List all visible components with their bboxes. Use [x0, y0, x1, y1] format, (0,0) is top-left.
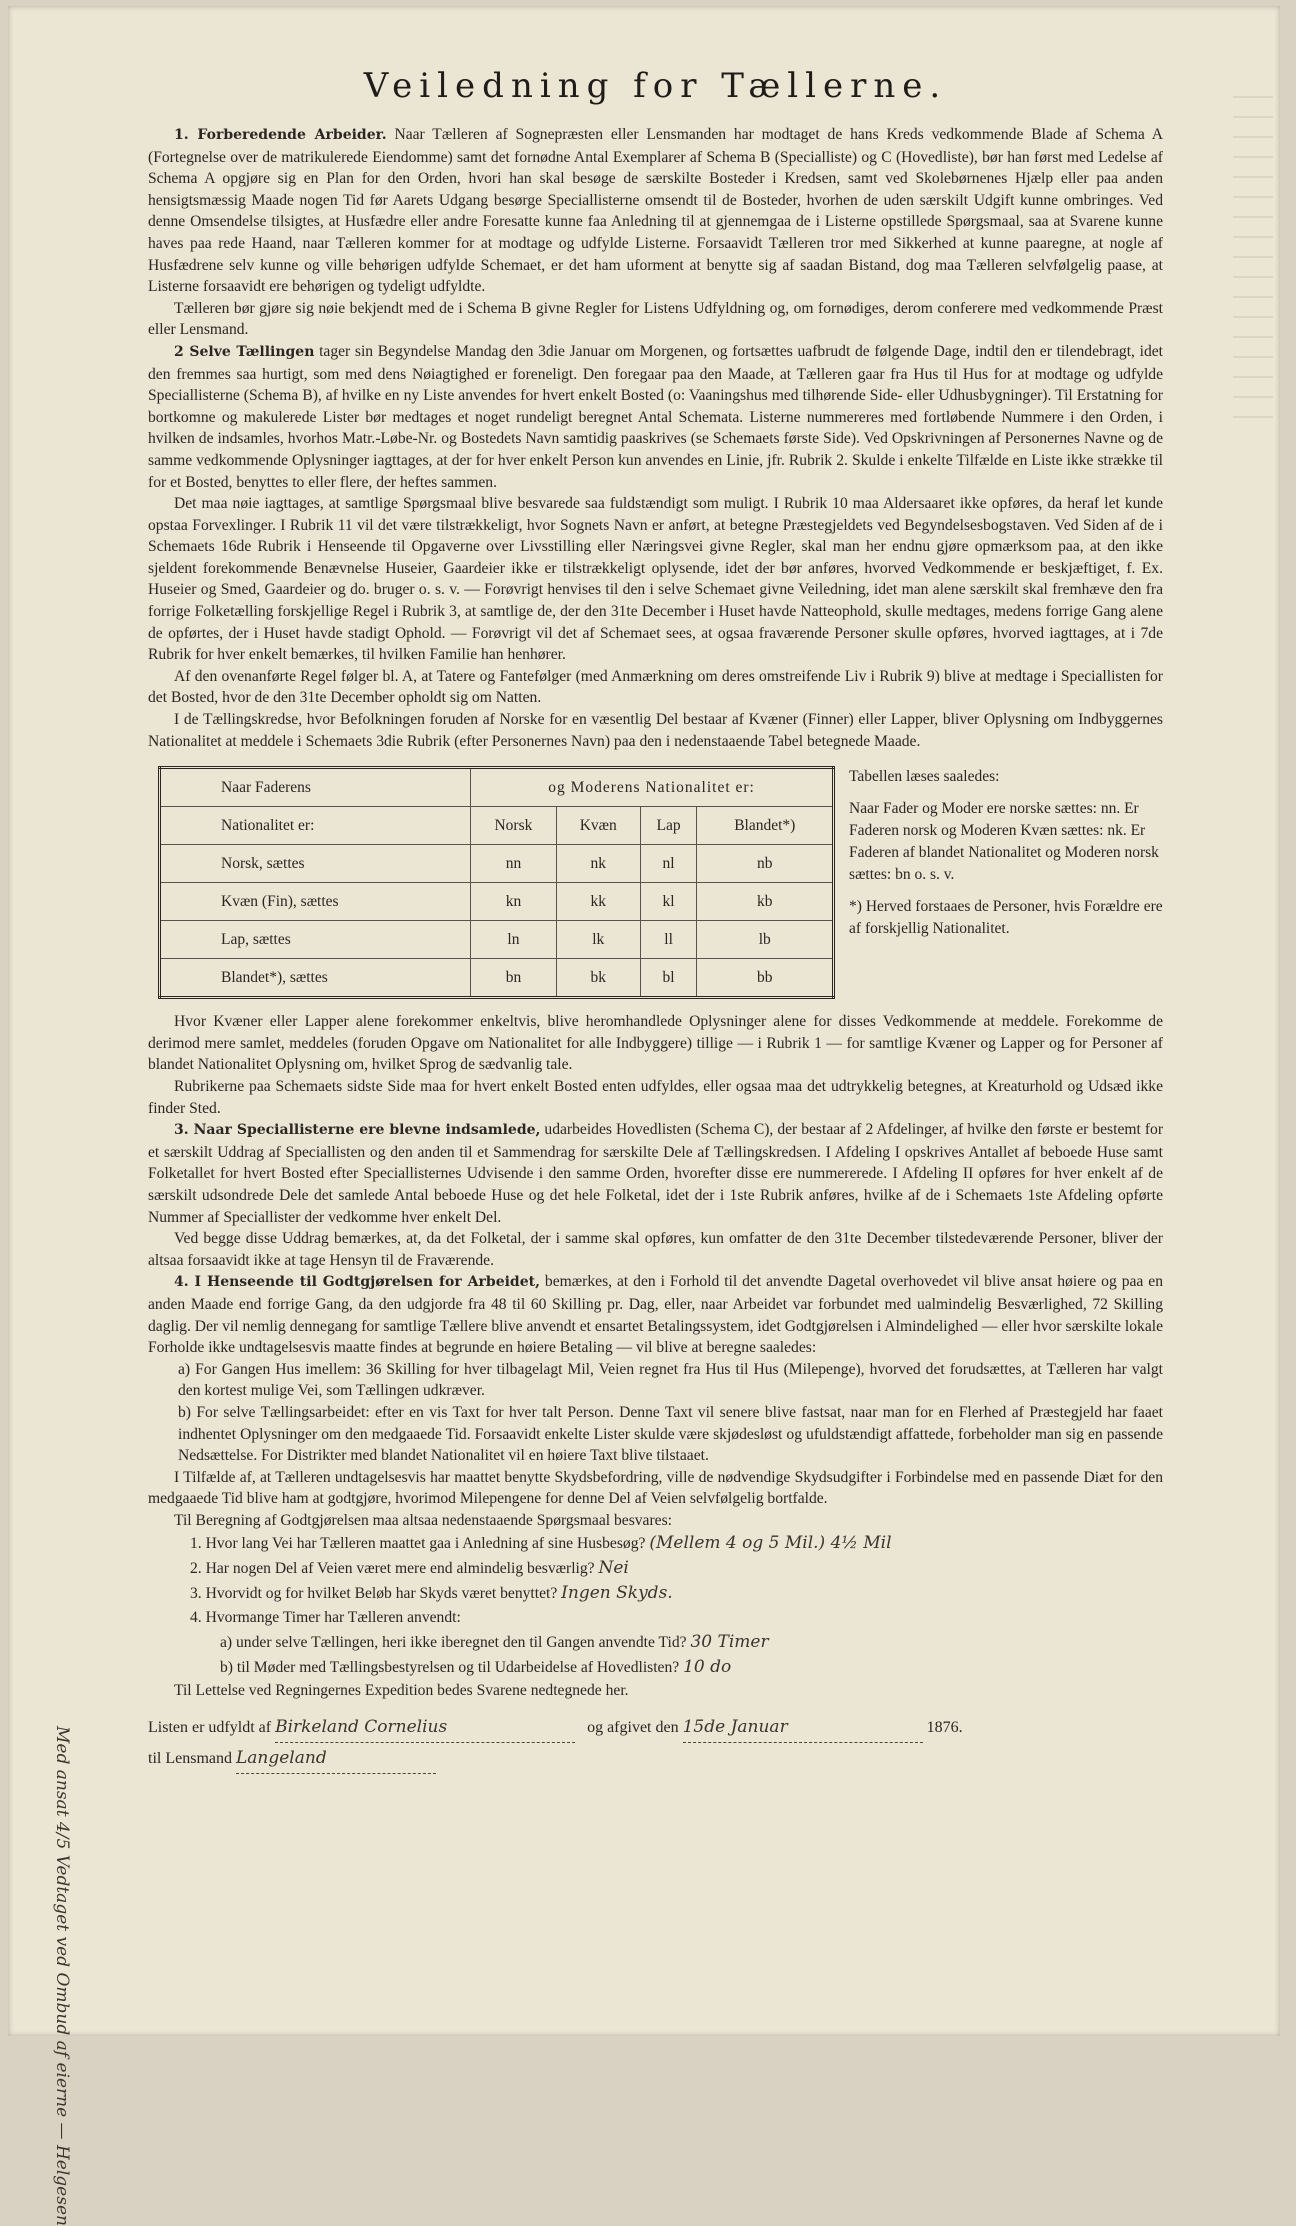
signature-block: Listen er udfyldt af Birkeland Cornelius og afgivet den 15de Januar 1876. til Lensmand Langeland — [148, 1712, 1163, 1774]
col-lap: Lap — [640, 807, 697, 845]
closing-note: Til Lettelse ved Regningernes Expedition bedes Svarene nedtegnede her. — [174, 1682, 629, 1700]
answer-1: (Mellem 4 og 5 Mil.) 4½ Mil — [649, 1533, 892, 1554]
answer-3: Ingen Skyds. — [561, 1583, 673, 1604]
questions-intro: Til Beregning af Godtgjørelsen maa altsaa nedenstaaende Spørgsmaal besvares: — [174, 1511, 672, 1529]
section-4: 4. I Henseende til Godtgjørelsen for Arbeidet, bemærkes, at den i Forhold til det anvendte Dagetal overhovedet vil blive ansat høiere og paa en anden Maade end forrige Gang, da den udgjorde fra 48 til 60 Skilling pr. Dag, eller, naar Arbeidet var forbundet med ualmindelig Besværlighed, 72 Skilling daglig. Der vil nemlig dennegang for samtlige Tællere blive anvendt et ensartet Betalingssystem, idet Godtgjørelsen i Almindelighed — eller hvor særskilte lokale Forholde ikke undtagelsesvis maatte findes at begrunde en høiere Betaling — vil blive at beregne saaledes: — [148, 1273, 1163, 1357]
question-3: 3. Hvorvidt og for hvilket Beløb har Skyds været benyttet? Ingen Skyds. — [190, 1583, 673, 1604]
col-blandet: Blandet*) — [697, 807, 834, 845]
section-2f: Rubrikerne paa Schemaets sidste Side maa for hvert enkelt Bosted enten udfyldes, eller ogsaa maa det udtrykkelig betegnes, at Kreaturhold og Udsæd ikke finder Sted. — [148, 1078, 1163, 1117]
section-3: 3. Naar Speciallisterne ere blevne indsamlede, udarbeides Hovedlisten (Schema C), der bestaar af 2 Afdelinger, af hvilke den første er bestemt for et særskilt Uddrag af Speciallisten og den anden til et Sammendrag for særskilte Dele af Tællingskredsen. I Afdeling I opskrives Antallet af beboede Huse samt Folketallet for hvert Bosted efter Speciallisternes Udvisende i den samme Orden, hvorefter disse ere nummererede. I Afdeling II opføres for hver enkelt af de særskilt udsondrede Dele det samlede Antal beboede Huse og det hele Folketal, idet der i 1ste Rubrik anføres, hvilke af de i Schemaets 1ste Afdeling opførte Nummer af Speciallister der vedkomme hver enkelt Del. — [148, 1121, 1164, 1226]
col-kvaen: Kvæn — [556, 807, 640, 845]
bleed-through-lines — [1233, 96, 1273, 426]
question-1: 1. Hvor lang Vei har Tælleren maattet gaa i Anledning af sine Husbesøg? (Mellem 4 og 5 Mil.) 4½ Mil — [190, 1533, 892, 1554]
answer-4b: 10 do — [683, 1657, 732, 1678]
lensmand-name: Langeland — [236, 1743, 436, 1774]
filled-by: Birkeland Cornelius — [275, 1712, 575, 1743]
document-content — [148, 66, 1163, 1774]
page-title: Veiledning for Tællerne. — [363, 66, 948, 106]
table-row: Lap, sættes ln lk ll lb — [160, 921, 834, 959]
question-4b: b) til Møder med Tællingsbestyrelsen og til Udarbeidelse af Hovedlisten? 10 do — [220, 1657, 732, 1678]
header-mother: og Moderens Nationalitet er: — [471, 768, 834, 807]
section-1: 1. Forberedende Arbeider. Naar Tælleren af Sognepræsten eller Lensmanden har modtaget de hans Kreds vedkommende Blade af Schema A (Fortegnelse over de matrikulerede Eiendomme) samt det fornødne Antal Exemplarer af Schema B (Specialliste) og C (Hovedliste), bør han først med Ledelse af Schema A opgjøre sig en Plan for den Orden, hvori han skal besøge de særskilte Bosteder i Kredsen, samt ved Skolebørnenes Hjælp eller paa anden hensigtsmæssig Maade nogen Tid før Aarets Udgang besørge Speciallisterne omsendt til de Bosteder, hvorhen de uden særskilt Udgift kunne ombringes. Ved denne Omsendelse tilsigtes, at Husfædre eller andre Foresatte kunne faa Anledning til at gjennemgaa de i Listerne opstillede Spørgsmaal, saa at Svarene kunne haves paa rede Haand, naar Tælleren kommer for at modtage og udfylde Listerne. Forsaavidt Tælleren tror med Sikkerhed at kunne paaregne, at nogle af Husfædrene selv kunne og ville behørigen udfylde Schemaet, er det ham uforment at benytte sig af saadan Bistand, dog maa Tælleren selvfølgelig paase, at Listerne forsaavidt ere behørigen og tydeligt udfyldte. — [148, 126, 1163, 296]
section-3b: Ved begge disse Uddrag bemærkes, at, da det Folketal, der i samme skal opføres, kun omfatter de den 31te December tilstedeværende Personer, bliver der altsaa forsaavidt ikke at tage Hensyn til de Fraværende. — [148, 1230, 1163, 1269]
section-2: 2 Selve Tællingen tager sin Begyndelse Mandag den 3die Januar om Morgenen, og fortsættes uafbrudt de følgende Dage, indtil den er tilendebragt, idet den fremmes saa hurtigt, som med dens Nøiagtighed er foreneligt. Den foregaar paa den Maade, at Tælleren gaar fra Hus til Hus for at modtage og udfylde Speciallisterne (Schema B), af hvilke en ny Liste anvendes for hvert enkelt Bosted (o: Vaaningshus med tilhørende Side- eller Udhusbygninger). Til Erstatning for bortkomne og makulerede Lister bør medtages et noget rundeligt beregnet Antal Schemata. Listerne nummereres med fortløbende Nummere i den Orden, i hvilken de indsamles, hvorhos Matr.-Løbe-Nr. og Bostedets Navn samtidig paaskrives (se Schemaets første Side). Ved Opskrivningen af Personernes Navne og de samme vedkommende Oplysninger iagttages, at der for hver enkelt Person kun anvendes en Linie, jfr. Rubrik 2. Skulde i enkelte Tilfælde en Liste ikke strække til for et Bosted, benyttes to eller flere, der heftes sammen. — [148, 342, 1163, 491]
section-1b: Tælleren bør gjøre sig nøie bekjendt med de i Schema B givne Regler for Listens Udfyldning og, om fornødiges, derom conferere med vedkommende Præst eller Lensmand. — [148, 299, 1163, 339]
header-father-2: Nationalitet er: — [160, 807, 471, 845]
table-row: Kvæn (Fin), sættes kn kk kl kb — [160, 883, 834, 921]
travel-paragraph: I Tilfælde af, at Tælleren undtagelsesvis har maattet benytte Skydsbefordring, ville de nødvendige Skydsudgifter i Forbindelse med en passende Diæt for den medgaaede Tid blive ham at godtgjøre, hvorimod Milepengene for denne Del af Veien selvfølgelig bortfalde. — [148, 1468, 1163, 1508]
section-2d: I de Tællingskredse, hvor Befolkningen foruden af Norske for en væsentlig Del bestaar af Kvæner (Finner) eller Lapper, bliver Oplysning om Indbyggernes Nationalitet at meddele i Schemaets 3die Rubrik (efter Personernes Navn) paa den i nedenstaaende Tabel betegnede Maade. — [148, 711, 1163, 750]
item-b: b) For selve Tællingsarbeidet: efter en vis Taxt for hver talt Person. Denne Taxt vil senere blive fastsat, naar man for en Flerhed af Præstegjeld har faaet indhentet Oplysninger om den medgaaede Tid. Forsaavidt enkelte Lister skulde være skjødesløst og ufuldstændigt affattede, forbeholder man sig en passende Nedsættelse. For Distrikter med blandet Nationalitet vil en høiere Taxt blive tilstaaet. — [178, 1403, 1163, 1465]
table-footnote: *) Herved forstaaes de Personer, hvis Forældre ere af forskjellig Nationalitet. — [849, 898, 1163, 938]
margin-handwritten-note: Med ansat 4/5 Vedtaget ved Ombud af eierne — Helgesen — [52, 1726, 72, 2226]
question-4a: a) under selve Tællingen, heri ikke iberegnet den til Gangen anvendte Tid? 30 Timer — [220, 1632, 769, 1653]
answer-4a: 30 Timer — [690, 1632, 769, 1653]
item-a: a) For Gangen Hus imellem: 36 Skilling for hver tilbagelagt Mil, Veien regnet fra Hus til Hus (Milepenge), hvorved det forudsættes, at Tælleren har valgt den kortest mulige Vei, som Tællingen udkræver. — [178, 1360, 1163, 1400]
nationality-block — [158, 766, 1163, 999]
table-note-heading: Tabellen læses saaledes: — [849, 768, 1000, 786]
question-4: 4. Hvormange Timer har Tælleren anvendt: — [190, 1609, 461, 1627]
section-2b: Det maa nøie iagttages, at samtlige Spørgsmaal blive besvarede saa fuldstændigt som muligt. I Rubrik 10 maa Aldersaaret ikke opføres, da heraf let kunde opstaa Forvexlinger. I Rubrik 11 vil det være tilstrækkeligt, hvor Sognets Navn er anført, at betegne Præstegjeldets ved Begyndelsesbogstaven. Ved Siden af de i Schemaets 16de Rubrik i Henseende til Opgaverne over Livsstilling eller Næringsvei givne Regler, skal man her endnu gjøre opmærksom paa, at den ikke sjeldent forekommende Benævnelse Huseier, Gaardeier ikke er tilstrækkeligt oplysende, idet der bør anføres, hvorved Vedkommende er beskjæftiget, f. Ex. Huseier og Smed, Gaardeier og do. bruger o. s. v. — Forøvrigt henvises til den i selve Schemaet givne Veiledning, idet man alene særskilt skal fremhæve den fra forrige Folketælling forskjellige Regel i Rubrik 3, at samtlige de, der den 31te December i Huset havde Natteophold, skulle medtages, medens forrige Gang alene de opførtes, der i Huset havde stadigt Ophold. — Forøvrigt vil det af Schemaet sees, at ogsaa fraværende Personer skulle opføres, hvorved iagttages, at i 7de Rubrik for hver enkelt bemærkes, til hvilken Familie han henhører. — [148, 495, 1163, 664]
table-row: Blandet*), sættes bn bk bl bb — [160, 959, 834, 998]
document-sheet — [8, 6, 1280, 2226]
date: 15de Januar — [683, 1712, 923, 1743]
table-row: Norsk, sættes nn nk nl nb — [160, 845, 834, 883]
header-father: Naar Faderens — [160, 768, 471, 807]
nationality-table — [158, 766, 835, 999]
section-2c: Af den ovenanførte Regel følger bl. A, at Tatere og Fantefølger (med Anmærkning om deres omstreifende Liv i Rubrik 9) blive at medtage i Speciallisten for det Bosted, hvor de den 31te December opholdt sig om Natten. — [148, 667, 1163, 707]
section-2e: Hvor Kvæner eller Lapper alene forekommer enkeltvis, blive heromhandlede Oplysninger alene for disses Vedkommende at meddele. Forekomme de derimod mere samlet, meddeles (foruden Opgave om Nationalitet for alle Indbyggere) tillige — i Rubrik 1 — for samtlige Kvæner og Lapper og for Personer af blandet Nationalitet Oplysning om, hvilket Sprog de sædvanlig tale. — [148, 1013, 1163, 1074]
answer-2: Nei — [598, 1558, 629, 1579]
col-norsk: Norsk — [471, 807, 557, 845]
question-2: 2. Har nogen Del af Veien været mere end almindelig besværlig? Nei — [190, 1558, 629, 1579]
table-note — [849, 766, 1163, 999]
table-note-text: Naar Fader og Moder ere norske sættes: nn. Er Faderen norsk og Moderen Kvæn sættes: nk. Er Faderen af blandet Nationalitet og Moderen norsk sættes: bn o. s. v. — [849, 800, 1159, 884]
